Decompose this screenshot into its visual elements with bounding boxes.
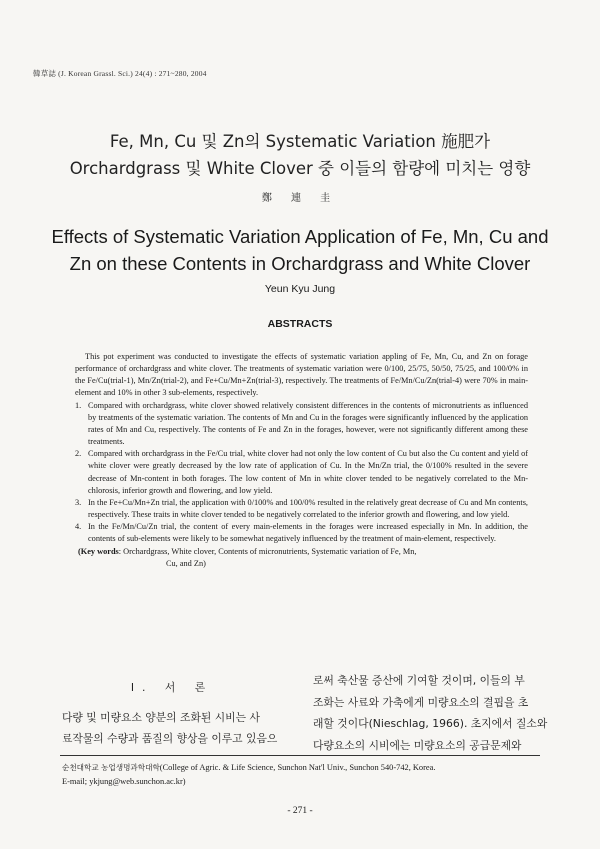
finding-item (75, 497, 528, 521)
finding-number: 3. (75, 497, 82, 507)
abstract-intro: This pot experiment was conducted to investigate the effects of systematic variation appling of Fe, Mn, Cu, and Zn on forage performance of orchardgrass and white clover. The treatments of systematic variation were 0/100, 25/75, 50/50, 75/25, and 100/0% in the Fe/Cu(trial-1), Mn/Zn(trial-2), and Fe+Cu/Mn+Zn(trial-3), respectively. The treatments of Fe/Mn/Cu/Zn(trial-4) were 70% in main-element and 10% in other 3 sub-elements, respectively. (75, 352, 528, 398)
finding-item (75, 400, 528, 449)
korean-title-line-1: Fe, Mn, Cu 및 Zn의 Systematic Variation 施肥가 (109, 132, 491, 151)
finding-text: Compared with orchardgrass, white clover showed relatively consistent differences in the contents of micronutrients as influenced by treatments of the systematic variation. The contents of Mn and Cu in the forages were significantly influenced by the application rates of Mn and Cu, respectively. The contents of Fe and Zn in the forages, however, were not significantly different among these treatments. (88, 400, 528, 447)
body-line: 다량 및 미량요소 양분의 조화된 시비는 사 (62, 710, 260, 724)
page-number: - 271 - (287, 806, 313, 816)
body-line: 다량요소의 시비에는 미량요소의 공급문제와 (313, 738, 522, 752)
body-line: 료작물의 수량과 품질의 향상을 이루고 있음으 (62, 732, 278, 745)
finding-text: In the Fe/Mn/Cu/Zn trial, the content of every main-elements in the forages were increased especially in Mn. In addition, the contents of sub-elements were likely to be somewhat negatively influenced by the treatment of main-element, respectively. (88, 522, 528, 544)
keywords-label: (Key words (78, 546, 119, 556)
footnote (62, 761, 542, 789)
affiliation-korean: 순천대학교 농업생명과학대학 (62, 763, 160, 772)
body-line: 조화는 사료와 가축에게 미량요소의 결핍을 초 (313, 695, 529, 709)
body-column-left (62, 677, 302, 750)
keywords (75, 546, 528, 570)
finding-text: Compared with orchardgrass in the Fe/Cu trial, white clover had not only the low content of Cu but also the Cu content and yield of white clover were greatly decreased by the low rate of application of Cu. In the Mn/Zn trial, the 0/100% resulted in the severe decrease of Mn-content in both forages. The low content of Mn in white clover tended to be negatively correlated to the Mn-chlorosis, inferior growth and flowering, and low yield. (88, 449, 528, 495)
findings-list (75, 400, 528, 546)
body-line: 래할 것이다(Nieschlag, 1966). 초지에서 질소와 (313, 717, 548, 730)
finding-number: 2. (75, 449, 82, 459)
abstract-body (75, 351, 528, 570)
finding-text: In the Fe+Cu/Mn+Zn trial, the application with 0/100% and 100/0% resulted in the relatively great decrease of Cu and Mn contents, respectively. These traits in white clover tended to be negatively correlated to the inferior growth and flowering, and low yield. (88, 497, 528, 520)
korean-title-line-2: Orchardgrass 및 White Clover 중 이들의 함량에 미치는 영향 (69, 159, 531, 178)
journal-reference: 韓草誌 (J. Korean Grassl. Sci.) 24(4) : 271~280, 2004 (33, 69, 207, 78)
body-line: 로써 축산물 증산에 기여할 것이며, 이들의 부 (313, 674, 525, 687)
finding-item (75, 448, 528, 497)
keywords-continued: Cu, and Zn) (166, 558, 206, 568)
english-title-line-1: Effects of Systematic Variation Application of Fe, Mn, Cu and (51, 226, 549, 247)
author-email: E-mail; ykjung@web.sunchon.ac.kr) (62, 777, 186, 786)
finding-item (75, 521, 528, 545)
finding-number: 4. (75, 522, 82, 532)
body-column-right (313, 670, 548, 756)
abstract-heading: ABSTRACTS (267, 318, 333, 330)
affiliation-english: (College of Agric. & Life Science, Sunchon Nat'l Univ., Sunchon 540-742, Korea. (159, 763, 436, 772)
keywords-text: : Orchardgrass, White clover, Contents of micronutrients, Systematic variation of Fe, Mn, (118, 546, 417, 556)
footnote-divider (60, 755, 540, 756)
section-heading-introduction: Ⅰ. 서 론 (130, 681, 214, 694)
korean-author: 鄭 連 圭 (261, 193, 339, 204)
english-title-line-2: Zn on these Contents in Orchardgrass and White Clover (69, 253, 531, 274)
finding-number: 1. (75, 400, 82, 410)
english-author: Yeun Kyu Jung (264, 283, 336, 295)
